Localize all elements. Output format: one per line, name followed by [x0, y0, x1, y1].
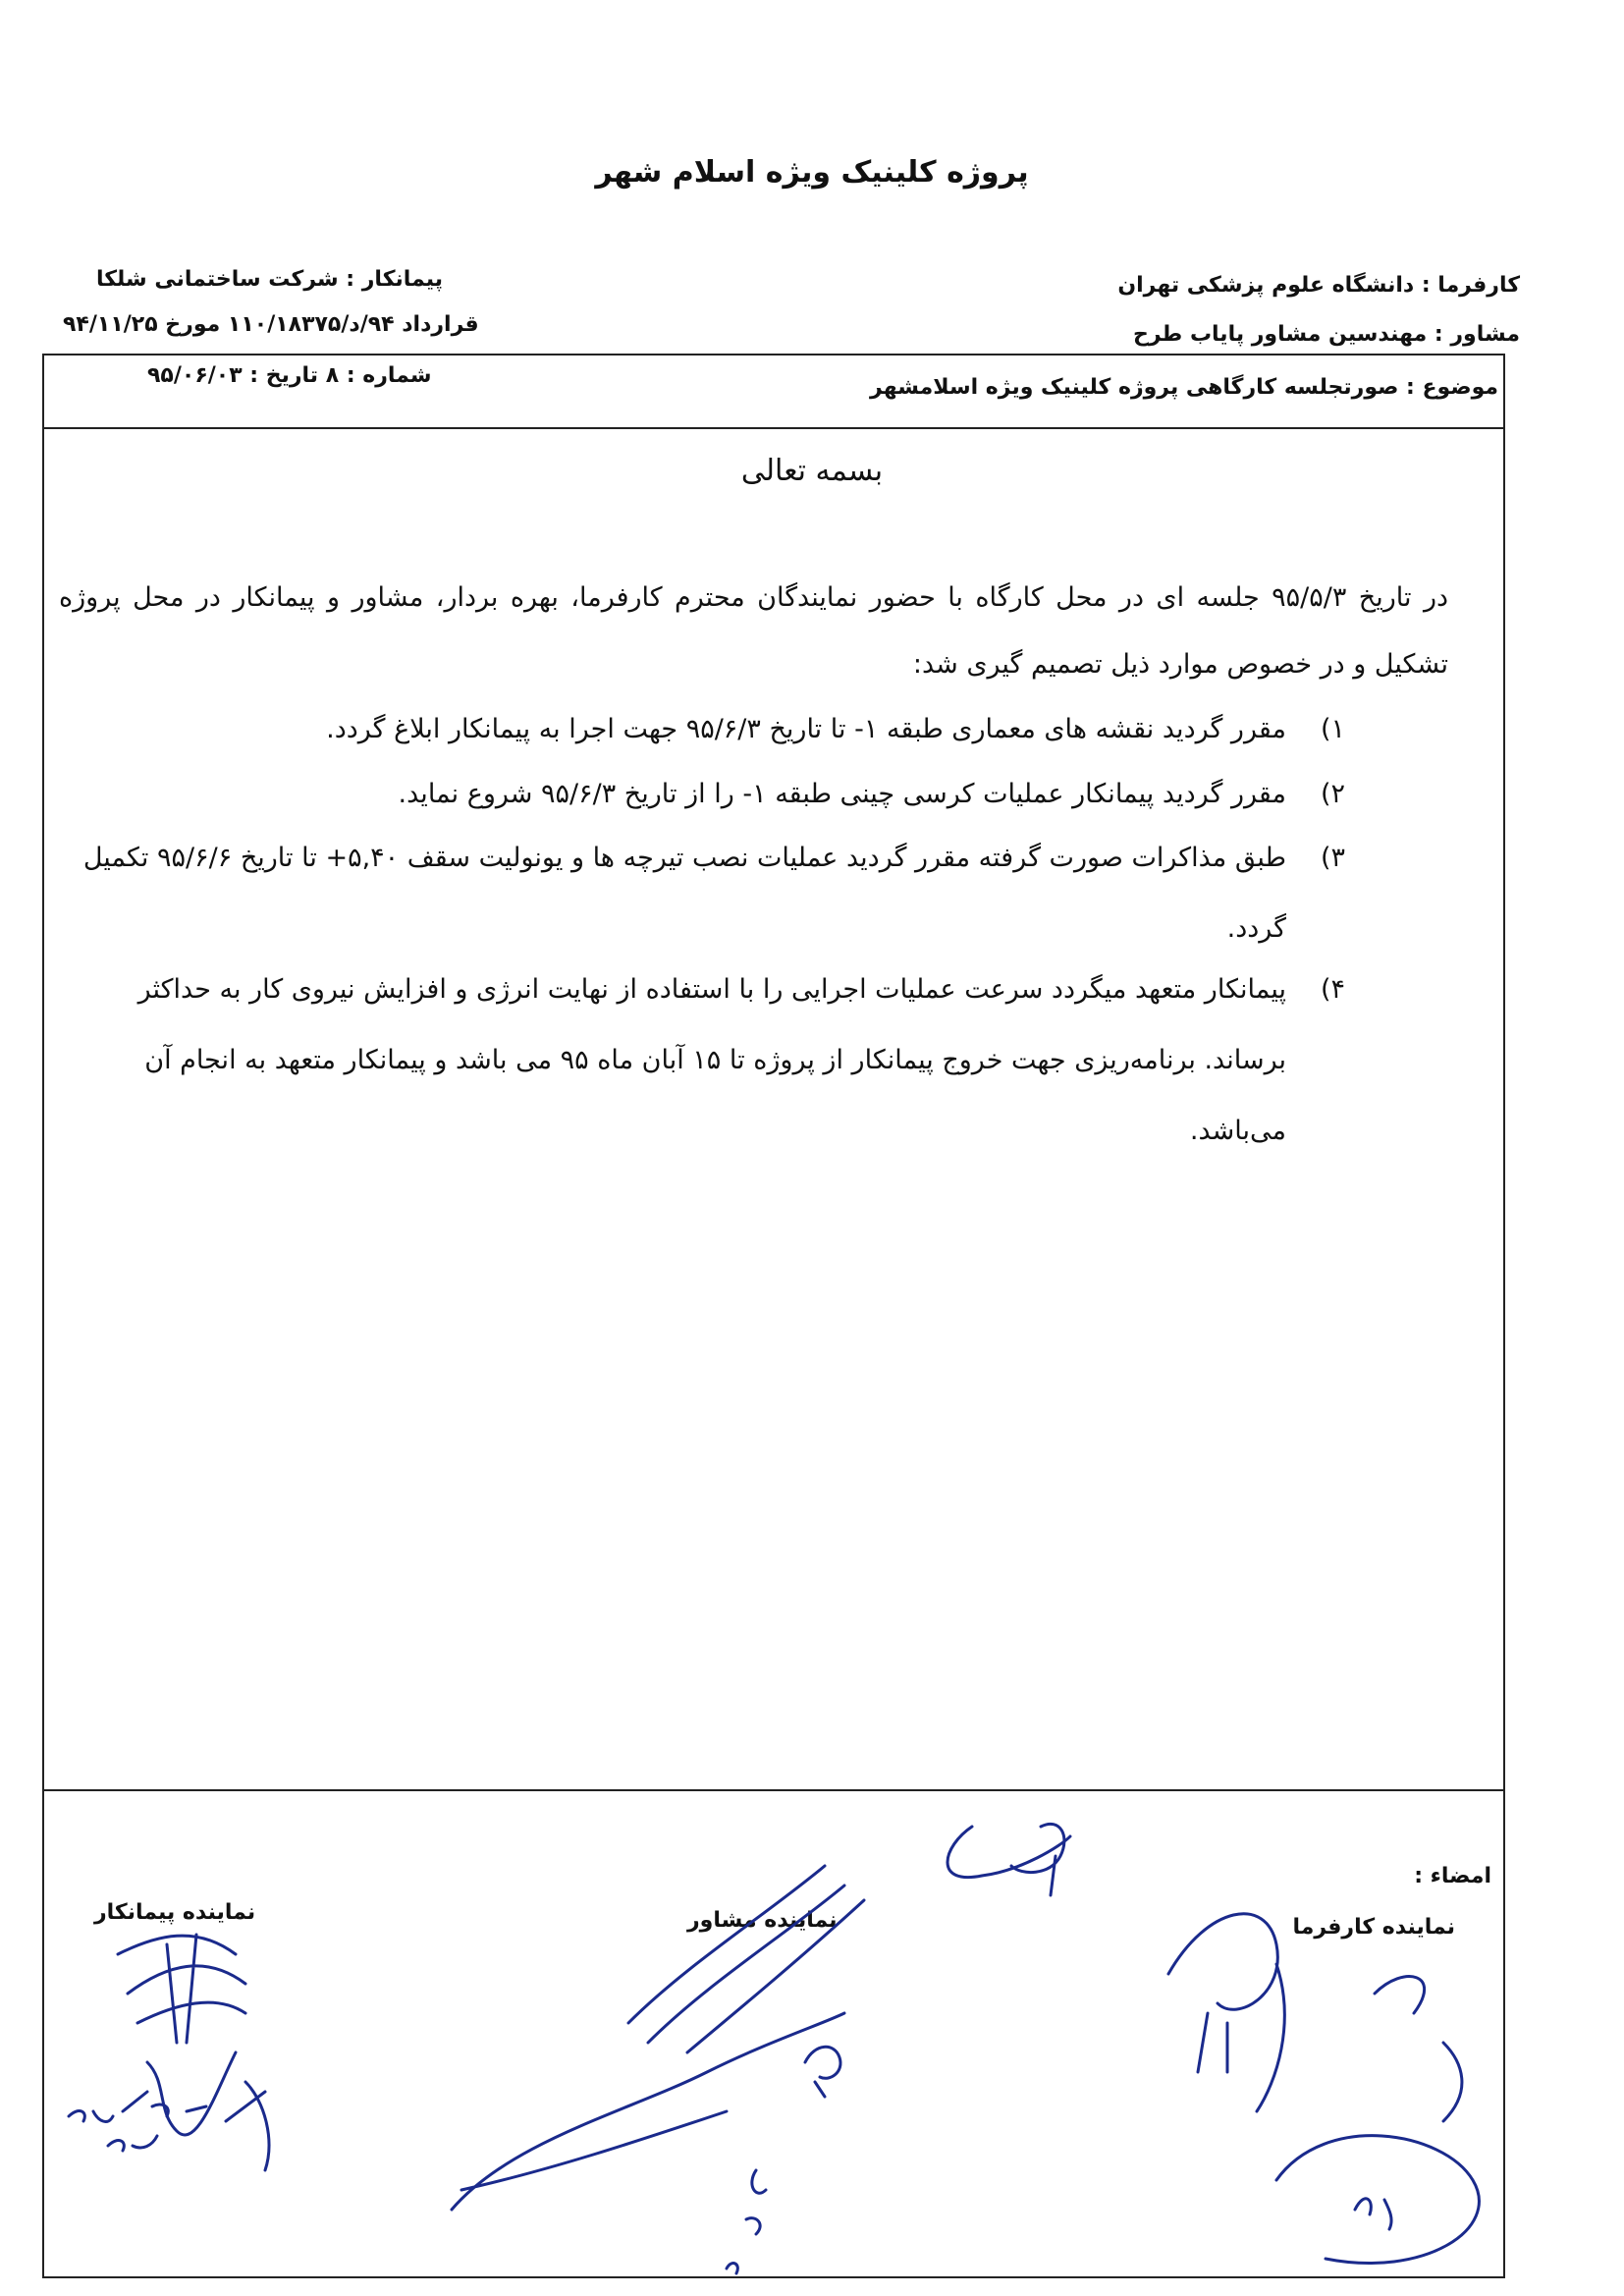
employer-signature-2: [1276, 1977, 1479, 2264]
item-text: مقرر گردید پیمانکار عملیات کرسی چینی طبقه ۱- را از تاریخ ۹۵/۶/۳ شروع نماید.: [398, 779, 1286, 809]
item-text: مقرر گردید نقشه های معماری طبقه ۱- تا تاریخ ۹۵/۶/۳ جهت اجرا به پیمانکار ابلاغ گردد.: [326, 714, 1286, 744]
consultant-signature: [947, 1824, 1070, 1895]
consultant-mark: [805, 2047, 840, 2097]
employer-signature: [1168, 1914, 1284, 2111]
item-text: پیمانکار متعهد میگردد سرعت عملیات اجرایی را با استفاده از نهایت انرژی و افزایش نیروی کار به حداکثر برساند. برنامه‌ریزی جهت خروج پیمانکار از پروژه تا ۱۵ آبان ماه ۹۵ می باشد و پیمانکار متعهد به انجام آن می‌باشد.: [137, 974, 1286, 1146]
item-number: ۱): [1320, 714, 1345, 744]
number-date-line: شماره : ۸ تاریخ : ۹۵/۰۶/۰۳: [147, 363, 432, 388]
consultant-signature-2: [628, 1866, 864, 2052]
consultant-rep-caption: نماینده مشاور: [687, 1908, 838, 1933]
item-text: طبق مذاکرات صورت گرفته مقرر گردید عملیات نصب تیرچه ها و یونولیت سقف ۵,۴۰+ تا تاریخ ۹۵/۶/۶ تکمیل گردد.: [82, 843, 1286, 944]
signature-label: امضاء :: [1414, 1864, 1491, 1888]
contractor-line: پیمانکار : شرکت ساختمانی شلکا: [96, 267, 443, 292]
contractor-signature: [118, 1935, 245, 2043]
contractor-handwritten-note: [69, 2092, 206, 2151]
item-number: ۳): [1320, 843, 1345, 873]
contractor-signature-2: [147, 2052, 269, 2170]
contract-line: قرارداد ۹۴/د/۱۱۰/۱۸۳۷۵ مورخ ۹۴/۱۱/۲۵: [63, 312, 479, 337]
employer-line: کارفرما : دانشگاه علوم پزشکی تهران: [1117, 273, 1520, 298]
subject-line: موضوع : صورتجلسه کارگاهی پروژه کلینیک ویژه اسلامشهر: [870, 375, 1498, 400]
document-title: پروژه کلینیک ویژه اسلام شهر: [595, 155, 1029, 190]
consultant-initials: [727, 2170, 766, 2273]
employer-initials: [1355, 2199, 1391, 2229]
basmala-heading: بسمه تعالی: [740, 454, 884, 488]
item-number: ۴): [1320, 974, 1345, 1005]
intro-paragraph: در تاریخ ۹۵/۵/۳ جلسه ای در محل کارگاه با حضور نمایندگان محترم کارفرما، بهره بردار، مشاور و پیمانکار در محل پروژه تشکیل و در خصوص موارد ذیل تصمیم گیری شد:: [59, 582, 1449, 680]
consultant-line: مشاور : مهندسین مشاور پایاب طرح: [1133, 322, 1520, 347]
employer-rep-caption: نماینده کارفرما: [1292, 1915, 1455, 1940]
contractor-rep-caption: نماینده پیمانکار: [94, 1900, 256, 1925]
item-number: ۲): [1320, 779, 1345, 809]
